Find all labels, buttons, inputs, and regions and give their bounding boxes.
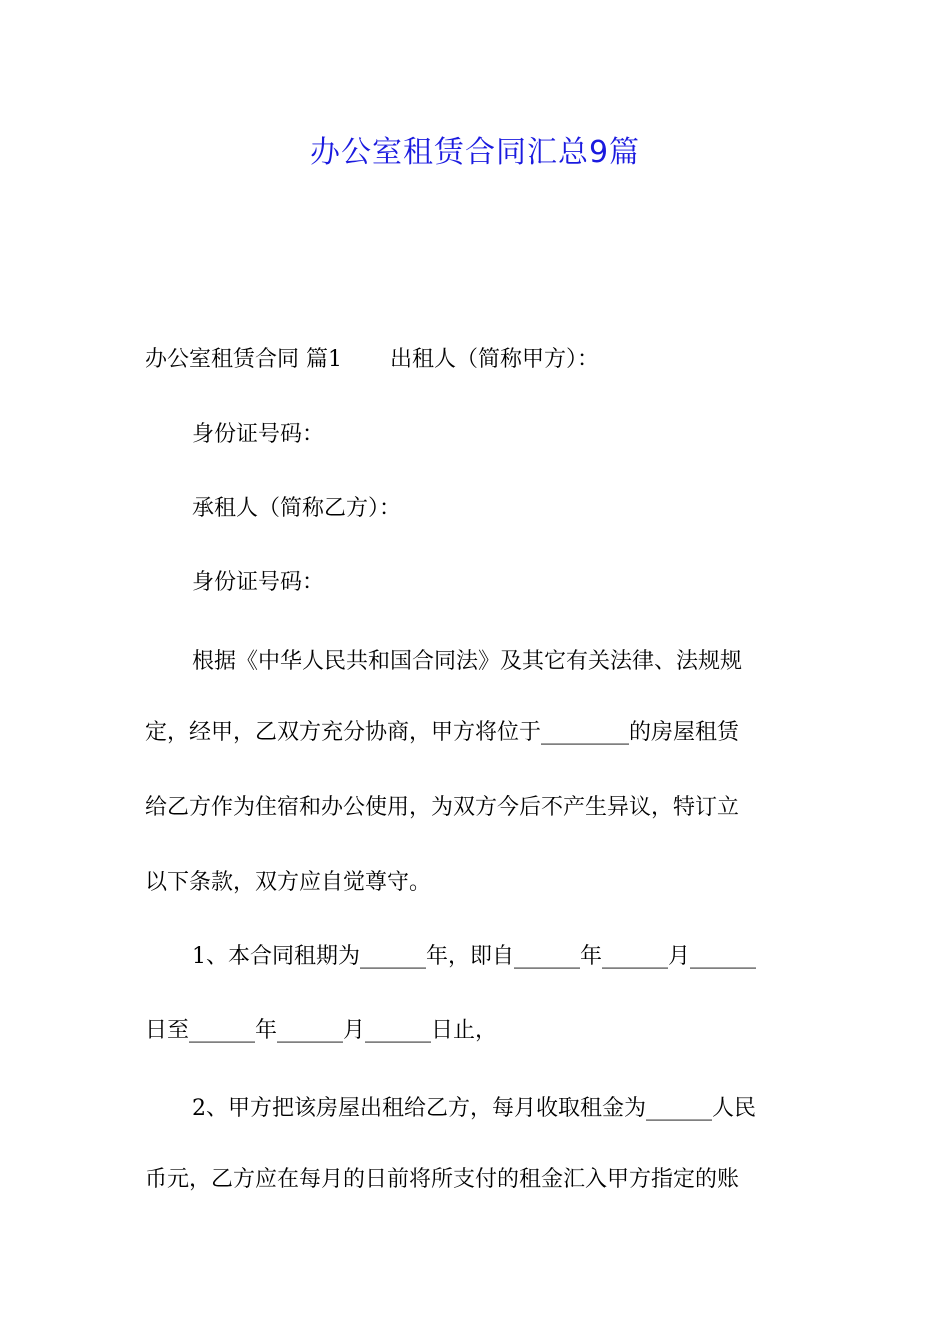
document-title: 办公室租赁合同汇总9篇 xyxy=(309,135,641,170)
lessee-label: 承租人（简称乙方）： xyxy=(192,496,402,521)
paragraph-line: 定，经甲，乙双方充分协商，甲方将位于________的房屋租赁 xyxy=(145,720,740,745)
clause-2-line: 币元，乙方应在每月的日前将所支付的租金汇入甲方指定的账 xyxy=(145,1167,740,1192)
heading-line xyxy=(145,340,810,380)
lessor-label: 出租人（简称甲方）： xyxy=(390,347,600,372)
clause-1-line: 日至______年______月______日止， xyxy=(145,1018,498,1043)
paragraph-line: 以下条款，双方应自觉尊守。 xyxy=(145,870,432,895)
clause-1-line: 1、本合同租期为______年，即自______年______月______ xyxy=(192,944,756,969)
paragraph-line: 给乙方作为住宿和办公使用，为双方今后不产生异议，特订立 xyxy=(145,795,740,820)
contract-heading: 办公室租赁合同 篇1 xyxy=(145,347,342,372)
lessee-id-label: 身份证号码： xyxy=(192,570,325,595)
paragraph-line: 根据《中华人民共和国合同法》及其它有关法律、法规规 xyxy=(192,649,743,674)
clause-2-line: 2、甲方把该房屋出租给乙方，每月收取租金为______人民 xyxy=(192,1096,756,1121)
lessor-id-label: 身份证号码： xyxy=(192,422,325,447)
